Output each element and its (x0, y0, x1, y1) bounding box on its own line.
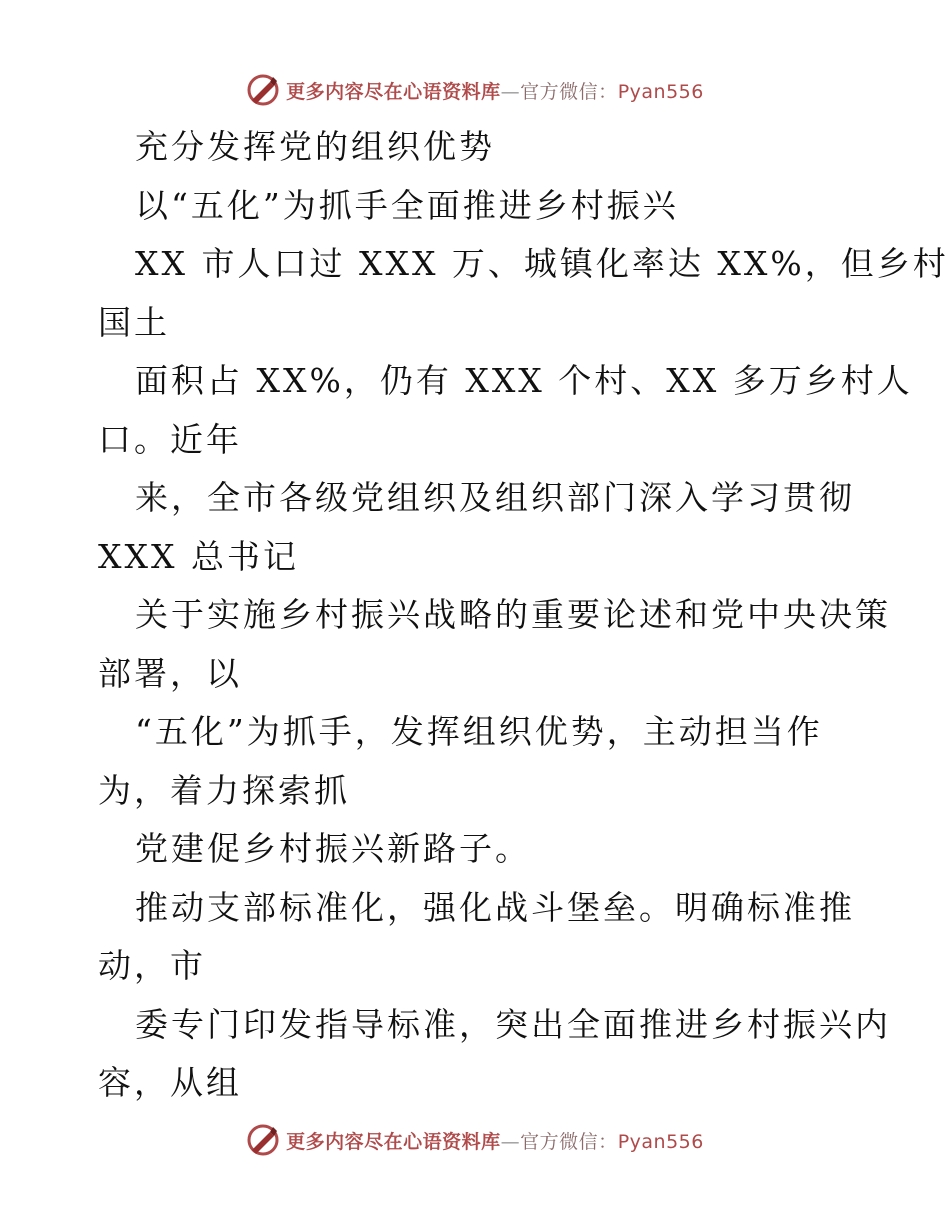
footer-watermark-inner (246, 1123, 704, 1157)
header-watermark-banner (0, 68, 950, 112)
doc-line: 口。近年 (98, 419, 242, 459)
doc-line: XX 市人口过 XXX 万、城镇化率达 XX%，但乡村 (135, 244, 949, 283)
footer-separator: — (500, 1130, 521, 1153)
footer-site-name: 更多内容尽在心语资料库 (286, 1130, 501, 1153)
doc-line: 委专门印发指导标准，突出全面推进乡村振兴内 (135, 1004, 891, 1044)
footer-watermark-text (286, 1127, 704, 1154)
pen-logo-icon (246, 73, 280, 107)
header-separator: — (500, 80, 521, 103)
header-wechat-label: 官方微信： (520, 80, 618, 103)
doc-line: 动，市 (98, 946, 206, 985)
doc-line: “五化”为抓手，发挥组织优势，主动担当作 (135, 712, 823, 751)
document-body (98, 118, 949, 1113)
footer-wechat-label: 官方微信： (520, 1130, 618, 1153)
doc-line: 以“五化”为抓手全面推进乡村振兴 (135, 185, 679, 225)
pen-logo-icon (246, 1123, 280, 1157)
header-wechat-id: Pyan556 (617, 80, 704, 103)
doc-line: XXX 总书记 (98, 536, 299, 576)
doc-line: 国土 (98, 302, 170, 342)
doc-line: 党建促乡村振兴新路子。 (135, 829, 531, 868)
doc-line: 推动支部标准化，强化战斗堡垒。明确标准推 (135, 887, 855, 927)
header-watermark-text (286, 77, 704, 104)
doc-line: 来，全市各级党组织及组织部门深入学习贯彻 (135, 478, 855, 517)
doc-line: 为，着力探索抓 (98, 770, 350, 810)
doc-line: 面积占 XX%，仍有 XXX 个村、XX 多万乡村人 (135, 361, 913, 400)
doc-line: 容，从组 (98, 1063, 242, 1102)
doc-line: 充分发挥党的组织优势 (135, 127, 495, 166)
doc-line: 部署，以 (98, 653, 242, 693)
footer-watermark-banner (0, 1118, 950, 1162)
footer-wechat-id: Pyan556 (617, 1130, 704, 1153)
header-site-name: 更多内容尽在心语资料库 (286, 80, 501, 103)
header-watermark-inner (246, 73, 704, 107)
doc-line: 关于实施乡村振兴战略的重要论述和党中央决策 (135, 595, 891, 634)
